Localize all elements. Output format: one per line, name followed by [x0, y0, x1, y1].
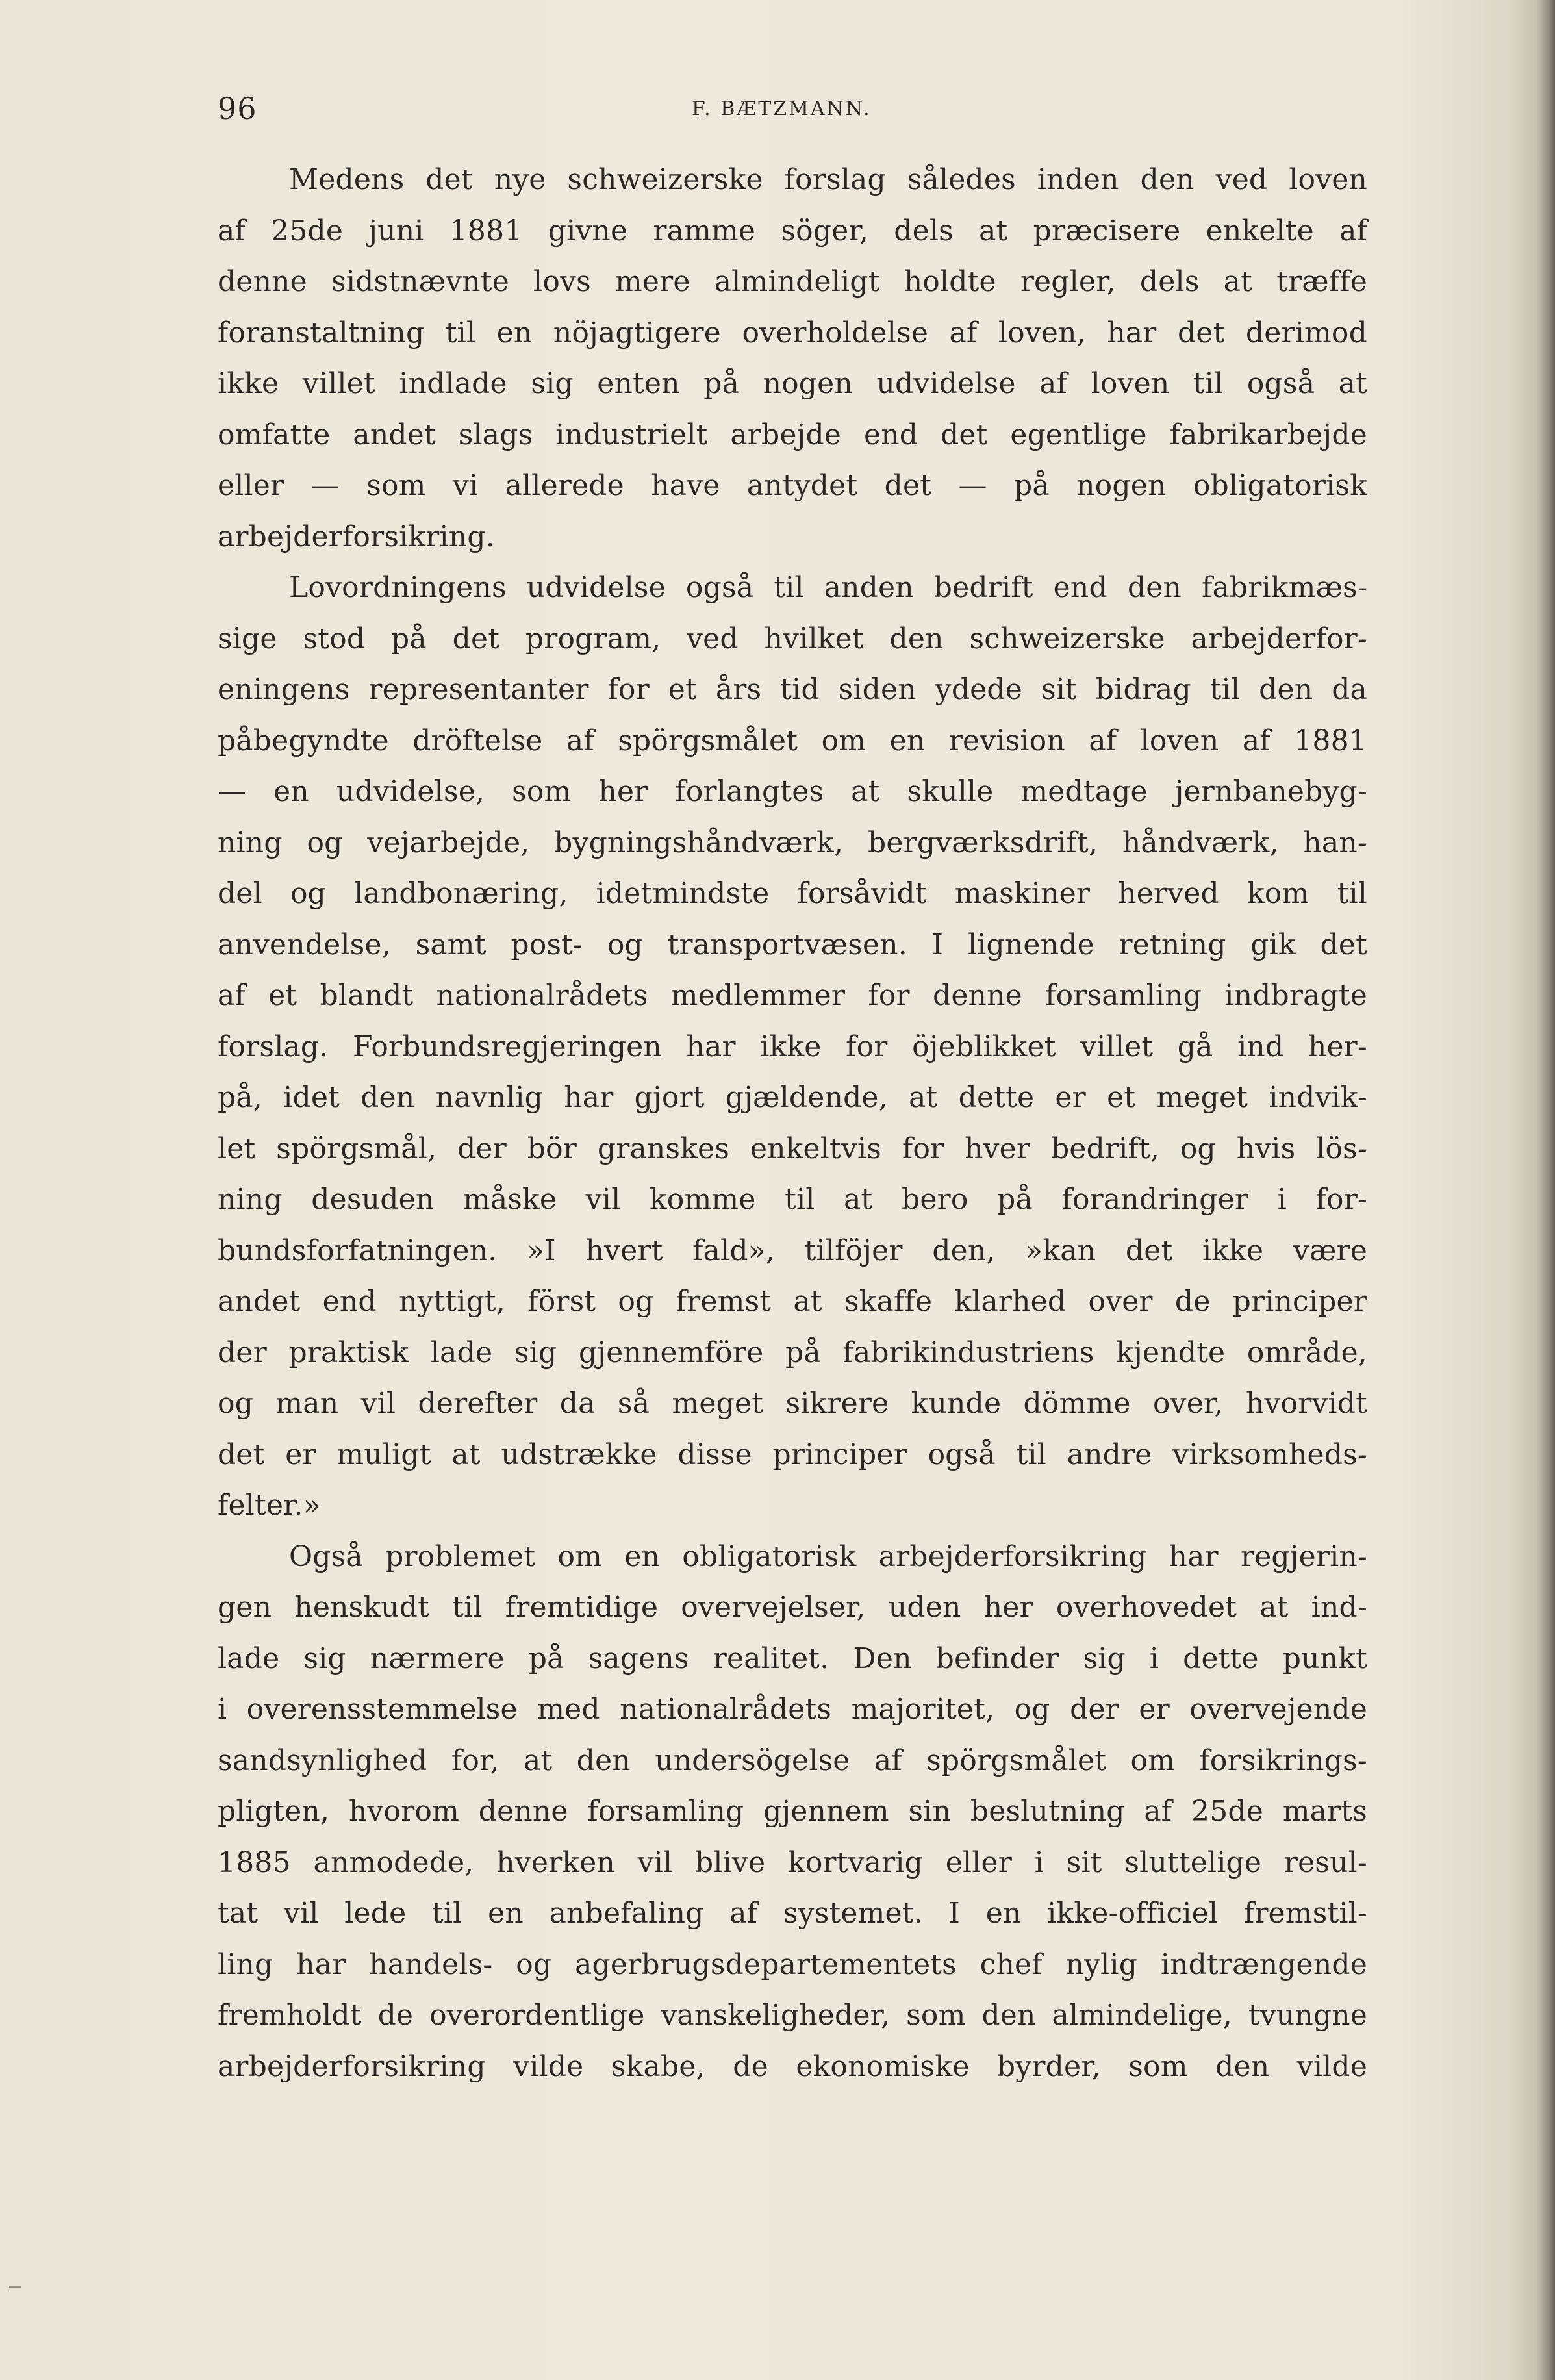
margin-mark — [9, 2286, 21, 2288]
text-line: sandsynlighed for, at den undersögelse af spörgsmålet om forsikrings- — [218, 1743, 1367, 1777]
text-line: denne sidstnævnte lovs mere almindeligt holdte regler, dels at træffe — [218, 265, 1367, 298]
text-line: sige stod på det program, ved hvilket den schweizerske arbejderfor- — [218, 622, 1367, 655]
text-line: og man vil derefter da så meget sikrere kunde dömme over, hvorvidt — [218, 1387, 1367, 1420]
text-line: påbegyndte dröftelse af spörgsmålet om en revision af loven af 1881 — [218, 724, 1367, 757]
text-line: Også problemet om en obligatorisk arbejderforsikring har regjerin- — [289, 1539, 1367, 1573]
text-line: i overensstemmelse med nationalrådets majoritet, og der er overvejende — [218, 1693, 1367, 1726]
text-line: arbejderforsikring. — [218, 520, 495, 553]
text-line: ning og vejarbejde, bygningshåndværk, bergværksdrift, håndværk, han- — [218, 826, 1367, 859]
text-line: det er muligt at udstrække disse principer også til andre virksomheds- — [218, 1437, 1367, 1471]
text-line: eller — som vi allerede have antydet det — på nogen obligatorisk — [218, 469, 1367, 502]
text-line: — en udvidelse, som her forlangtes at skulle medtage jernbanebyg- — [218, 775, 1367, 808]
text-line: gen henskudt til fremtidige overvejelser, uden her overhovedet at ind- — [218, 1591, 1367, 1624]
text-line: del og landbonæring, idetmindste forsåvidt maskiner herved kom til — [218, 877, 1367, 910]
text-line: 1885 anmodede, hverken vil blive kortvarig eller i sit sluttelige resul- — [218, 1845, 1367, 1879]
page-number: 96 — [218, 91, 257, 126]
text-line: omfatte andet slags industrielt arbejde end det egentlige fabrikarbejde — [218, 418, 1367, 451]
text-line: andet end nyttigt, först og fremst at skaffe klarhed over de principer — [218, 1285, 1367, 1318]
text-line: felter.» — [218, 1489, 321, 1522]
text-line: tat vil lede til en anbefaling af systemet. I en ikke-officiel fremstil- — [218, 1897, 1367, 1930]
text-line: der praktisk lade sig gjennemföre på fabrikindustriens kjendte område, — [218, 1336, 1367, 1369]
text-line: af et blandt nationalrådets medlemmer for denne forsamling indbragte — [218, 979, 1367, 1012]
text-line: forslag. Forbundsregjeringen har ikke for öjeblikket villet gå ind her- — [218, 1030, 1367, 1063]
text-line: af 25de juni 1881 givne ramme söger, dels at præcisere enkelte af — [218, 214, 1367, 247]
text-line: på, idet den navnlig har gjort gjældende, at dette er et meget indvik- — [218, 1081, 1367, 1114]
text-line: Medens det nye schweizerske forslag således inden den ved loven — [289, 163, 1367, 196]
text-line: Lovordningens udvidelse også til anden bedrift end den fabrikmæs- — [289, 571, 1367, 604]
text-line: ikke villet indlade sig enten på nogen udvidelse af loven til også at — [218, 367, 1367, 400]
text-line: anvendelse, samt post- og transportvæsen. I lignende retning gik det — [218, 928, 1367, 961]
text-line: eningens representanter for et års tid siden ydede sit bidrag til den da — [218, 673, 1367, 706]
running-head: F. BÆTZMANN. — [692, 97, 872, 120]
text-line: bundsforfatningen. »I hvert fald», tilföjer den, »kan det ikke være — [218, 1234, 1367, 1267]
body-text — [218, 155, 1367, 2092]
text-line: let spörgsmål, der bör granskes enkeltvis for hver bedrift, og hvis lös- — [218, 1132, 1367, 1165]
text-line: ning desuden måske vil komme til at bero på forandringer i for- — [218, 1183, 1367, 1216]
text-line: pligten, hvorom denne forsamling gjennem sin beslutning af 25de marts — [218, 1795, 1367, 1828]
page-header — [218, 91, 1367, 130]
text-line: arbejderforsikring vilde skabe, de ekonomiske byrder, som den vilde — [218, 2049, 1367, 2083]
text-line: foranstaltning til en nöjagtigere overholdelse af loven, har det derimod — [218, 316, 1367, 349]
text-line: fremholdt de overordentlige vanskeligheder, som den almindelige, tvungne — [218, 1999, 1367, 2032]
page-edge-shadow — [1537, 0, 1555, 2380]
text-line: lade sig nærmere på sagens realitet. Den befinder sig i dette punkt — [218, 1641, 1367, 1675]
text-line: ling har handels- og agerbrugsdepartementets chef nylig indtrængende — [218, 1947, 1367, 1981]
